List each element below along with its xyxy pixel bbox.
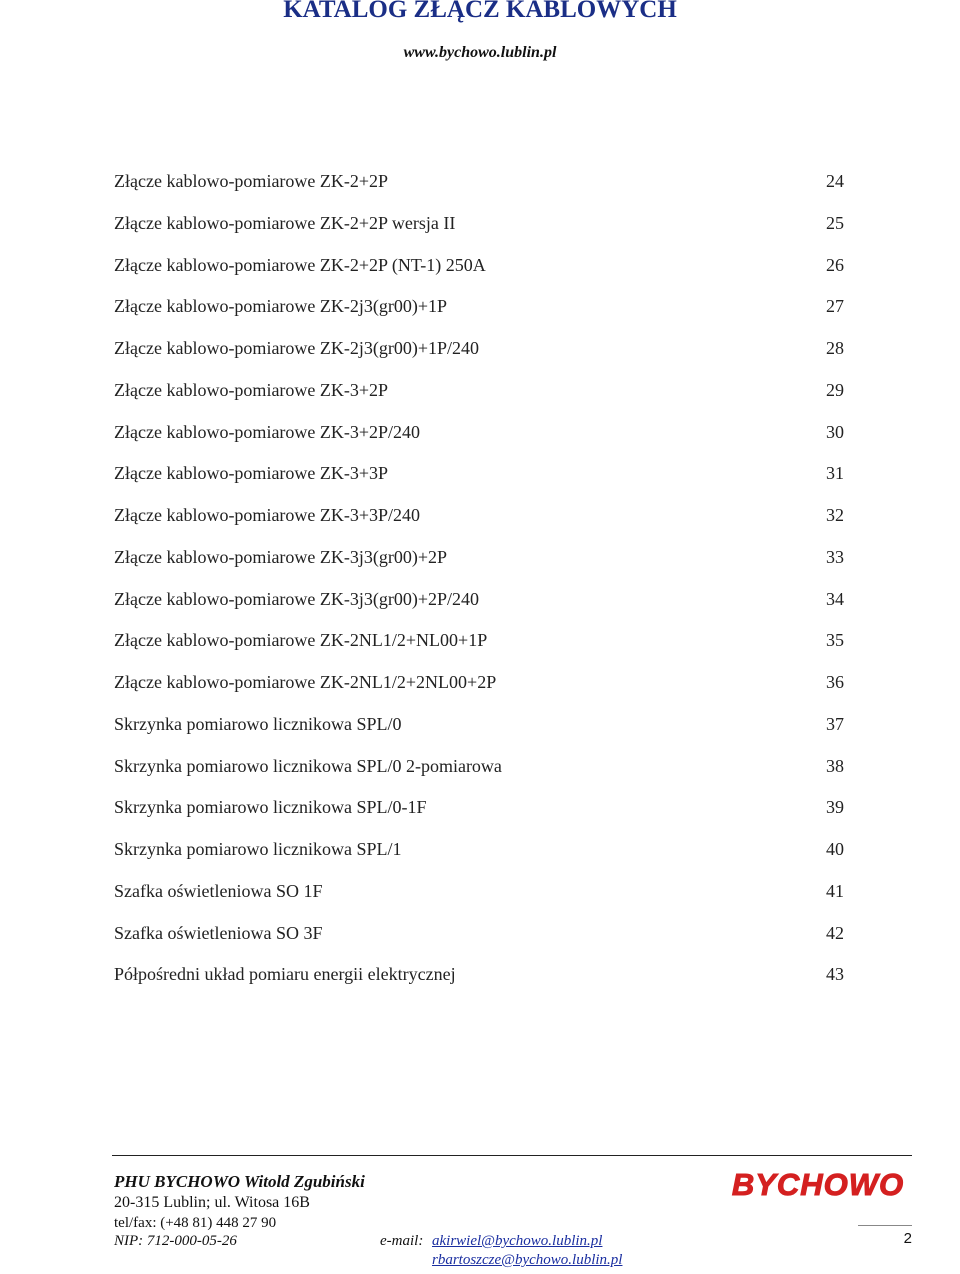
toc-entry-title: Skrzynka pomiarowo licznikowa SPL/1 (114, 839, 402, 859)
toc-entry[interactable] (114, 500, 844, 542)
toc-entry-title: Złącze kablowo-pomiarowe ZK-3+2P (114, 379, 389, 400)
toc-entry[interactable] (114, 208, 844, 250)
toc-entry[interactable] (114, 918, 844, 960)
toc-entry-page: 25 (826, 212, 844, 233)
toc-entry-title: Skrzynka pomiarowo licznikowa SPL/0 (114, 713, 402, 734)
toc-entry[interactable] (114, 792, 844, 834)
toc-entry[interactable] (114, 709, 844, 751)
toc-entry-title: Złącze kablowo-pomiarowe ZK-3j3(gr00)+2P (114, 546, 448, 567)
toc-entry-page: 32 (826, 505, 844, 525)
toc-entry-title: Szafka oświetleniowa SO 3F (114, 922, 323, 943)
toc-entry-page: 35 (826, 630, 844, 651)
toc-entry-title: Skrzynka pomiarowo licznikowa SPL/0-1F (114, 797, 427, 818)
toc-entry-page: 38 (826, 755, 844, 776)
toc-entry-title: Złącze kablowo-pomiarowe ZK-2j3(gr00)+1P (114, 296, 448, 317)
email-link-rbartoszcze[interactable]: rbartoszcze@bychowo.lublin.pl (432, 1252, 623, 1268)
toc-entry[interactable] (114, 250, 844, 292)
toc-entry[interactable] (114, 417, 844, 459)
toc-entry-title: Złącze kablowo-pomiarowe ZK-3+3P (114, 463, 389, 484)
toc-entry[interactable] (114, 959, 844, 1001)
toc-entry-page: 33 (826, 546, 844, 567)
toc-entry-title: Skrzynka pomiarowo licznikowa SPL/0 2-pomiarowa (114, 755, 502, 776)
toc-entry[interactable] (114, 166, 844, 208)
toc-entry-title: Złącze kablowo-pomiarowe ZK-2j3(gr00)+1P/240 (114, 338, 480, 358)
toc-entry-page: 24 (826, 171, 844, 191)
toc-entry-page: 34 (826, 588, 844, 609)
toc-entry-page: 39 (826, 797, 844, 818)
logo-wordmark: BYCHOWO (731, 1167, 905, 1202)
company-address: 20-315 Lublin; ul. Witosa 16B (114, 1194, 310, 1211)
toc-entry[interactable] (114, 458, 844, 500)
toc-entry[interactable] (114, 333, 844, 375)
email-label: e-mail: (380, 1233, 424, 1249)
page-number: 2 (903, 1230, 912, 1247)
toc-entry-page: 30 (826, 421, 844, 442)
toc-entry[interactable] (114, 834, 844, 876)
toc-entry[interactable] (114, 291, 844, 333)
company-nip: NIP: 712-000-05-26 (114, 1233, 237, 1249)
page-footer (114, 1167, 914, 1270)
toc-entry[interactable] (114, 876, 844, 918)
toc-entry[interactable] (114, 625, 844, 667)
toc-entry-title: Złącze kablowo-pomiarowe ZK-2+2P (NT-1) 250A (114, 254, 486, 275)
toc-entry-title: Złącze kablowo-pomiarowe ZK-3j3(gr00)+2P/240 (114, 588, 480, 609)
toc-entry-page: 41 (826, 880, 844, 901)
toc-entry-page: 37 (826, 713, 844, 734)
toc-entry-title: Złącze kablowo-pomiarowe ZK-3+2P/240 (114, 421, 421, 442)
toc-entry-title: Złącze kablowo-pomiarowe ZK-3+3P/240 (114, 505, 421, 525)
toc-entry-title: Półpośredni układ pomiaru energii elektrycznej (114, 964, 456, 985)
company-phone: tel/fax: (+48 81) 448 27 90 (114, 1215, 277, 1231)
page-number-rule (858, 1225, 912, 1226)
toc-entry-page: 26 (826, 254, 844, 275)
bychowo-logo (718, 1166, 918, 1202)
toc-entry-title: Złącze kablowo-pomiarowe ZK-2NL1/2+NL00+1P (114, 630, 488, 651)
toc-entry[interactable] (114, 584, 844, 626)
toc-entry-page: 28 (826, 338, 844, 358)
email-link-akirwiel[interactable]: akirwiel@bychowo.lublin.pl (432, 1233, 603, 1249)
footer-divider (112, 1155, 912, 1156)
toc-entry-page: 31 (826, 463, 844, 484)
table-of-contents (114, 166, 844, 1001)
toc-entry-page: 27 (826, 296, 844, 317)
toc-entry-title: Złącze kablowo-pomiarowe ZK-2+2P (114, 171, 389, 191)
toc-entry-title: Złącze kablowo-pomiarowe ZK-2NL1/2+2NL00+2P (114, 672, 497, 692)
website-url[interactable]: www.bychowo.lublin.pl (403, 44, 557, 61)
toc-entry[interactable] (114, 667, 844, 709)
toc-entry-page: 36 (826, 672, 844, 692)
toc-entry[interactable] (114, 375, 844, 417)
toc-entry[interactable] (114, 542, 844, 584)
toc-entry-page: 43 (826, 964, 844, 985)
toc-entry-page: 29 (826, 379, 844, 400)
toc-entry-title: Złącze kablowo-pomiarowe ZK-2+2P wersja II (114, 212, 456, 233)
catalog-title: KATALOG ZŁĄCZ KABLOWYCH (283, 0, 677, 23)
toc-entry-page: 42 (826, 922, 844, 943)
company-name: PHU BYCHOWO Witold Zgubiński (114, 1172, 365, 1191)
toc-entry-title: Szafka oświetleniowa SO 1F (114, 880, 323, 901)
toc-entry[interactable] (114, 751, 844, 793)
toc-entry-page: 40 (826, 839, 844, 859)
